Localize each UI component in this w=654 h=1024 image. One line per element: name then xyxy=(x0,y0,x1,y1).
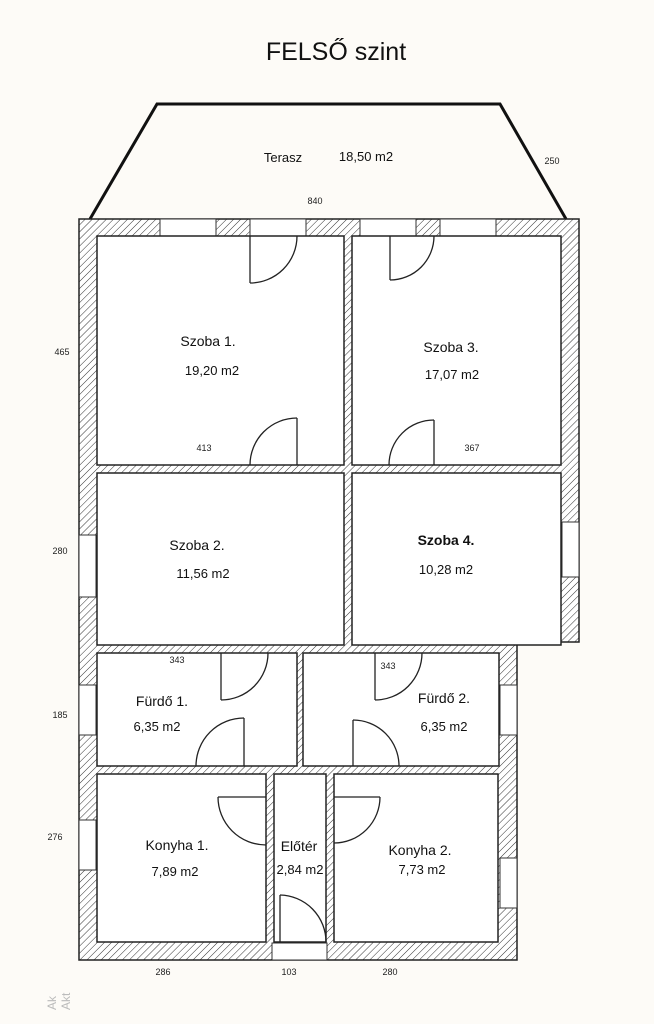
szoba-3-name: Szoba 3. xyxy=(423,339,479,355)
watermark-line-2: Akt xyxy=(59,992,73,1010)
plan-title: FELSŐ szint xyxy=(265,38,407,66)
floor-szoba-4 xyxy=(352,473,561,645)
szoba-2-name: Szoba 2. xyxy=(169,537,225,553)
szoba-4-area: 10,28 m2 xyxy=(418,562,474,577)
dim-szoba-3-width: 367 xyxy=(464,443,480,453)
watermark-line-1: Ak xyxy=(45,995,59,1010)
terrace-name: Terasz xyxy=(263,150,303,165)
konyha-2-area: 7,73 m2 xyxy=(398,862,446,877)
dim-left-280: 280 xyxy=(52,546,68,556)
furdo-1-name: Fürdő 1. xyxy=(135,693,189,709)
dim-left-465: 465 xyxy=(54,347,70,357)
floor-konyha-1 xyxy=(97,774,266,942)
floor-szoba-2 xyxy=(97,473,344,645)
dim-bottom-286: 286 xyxy=(155,967,171,977)
terrace-area: 18,50 m2 xyxy=(338,149,394,164)
furdo-1-area: 6,35 m2 xyxy=(133,719,181,734)
dim-szoba-1-width: 413 xyxy=(196,443,212,453)
szoba-4-name: Szoba 4. xyxy=(417,532,475,548)
dim-left-276: 276 xyxy=(47,832,63,842)
dim-left-185: 185 xyxy=(52,710,68,720)
szoba-3-area: 17,07 m2 xyxy=(424,367,480,382)
dim-terrace-width: 840 xyxy=(307,196,323,206)
dim-bottom-280: 280 xyxy=(382,967,398,977)
furdo-2-name: Fürdő 2. xyxy=(417,690,471,706)
dim-terrace-side: 250 xyxy=(544,156,560,166)
floor-konyha-2 xyxy=(334,774,498,942)
dim-furdo-2-width: 343 xyxy=(380,661,396,671)
konyha-1-name: Konyha 1. xyxy=(145,837,209,853)
floor-szoba-1 xyxy=(97,236,344,465)
dim-bottom-103: 103 xyxy=(281,967,297,977)
eloter-name: Előtér xyxy=(280,838,318,854)
dim-furdo-1-width: 343 xyxy=(169,655,185,665)
terrace-outline xyxy=(90,104,566,219)
szoba-1-area: 19,20 m2 xyxy=(184,363,240,378)
szoba-1-name: Szoba 1. xyxy=(180,333,236,349)
szoba-2-area: 11,56 m2 xyxy=(176,566,230,581)
konyha-1-area: 7,89 m2 xyxy=(151,864,199,879)
furdo-2-area: 6,35 m2 xyxy=(420,719,468,734)
floor-furdo-1 xyxy=(97,653,297,766)
eloter-area: 2,84 m2 xyxy=(276,862,324,877)
floor-furdo-2 xyxy=(303,653,499,766)
konyha-2-name: Konyha 2. xyxy=(388,842,452,858)
